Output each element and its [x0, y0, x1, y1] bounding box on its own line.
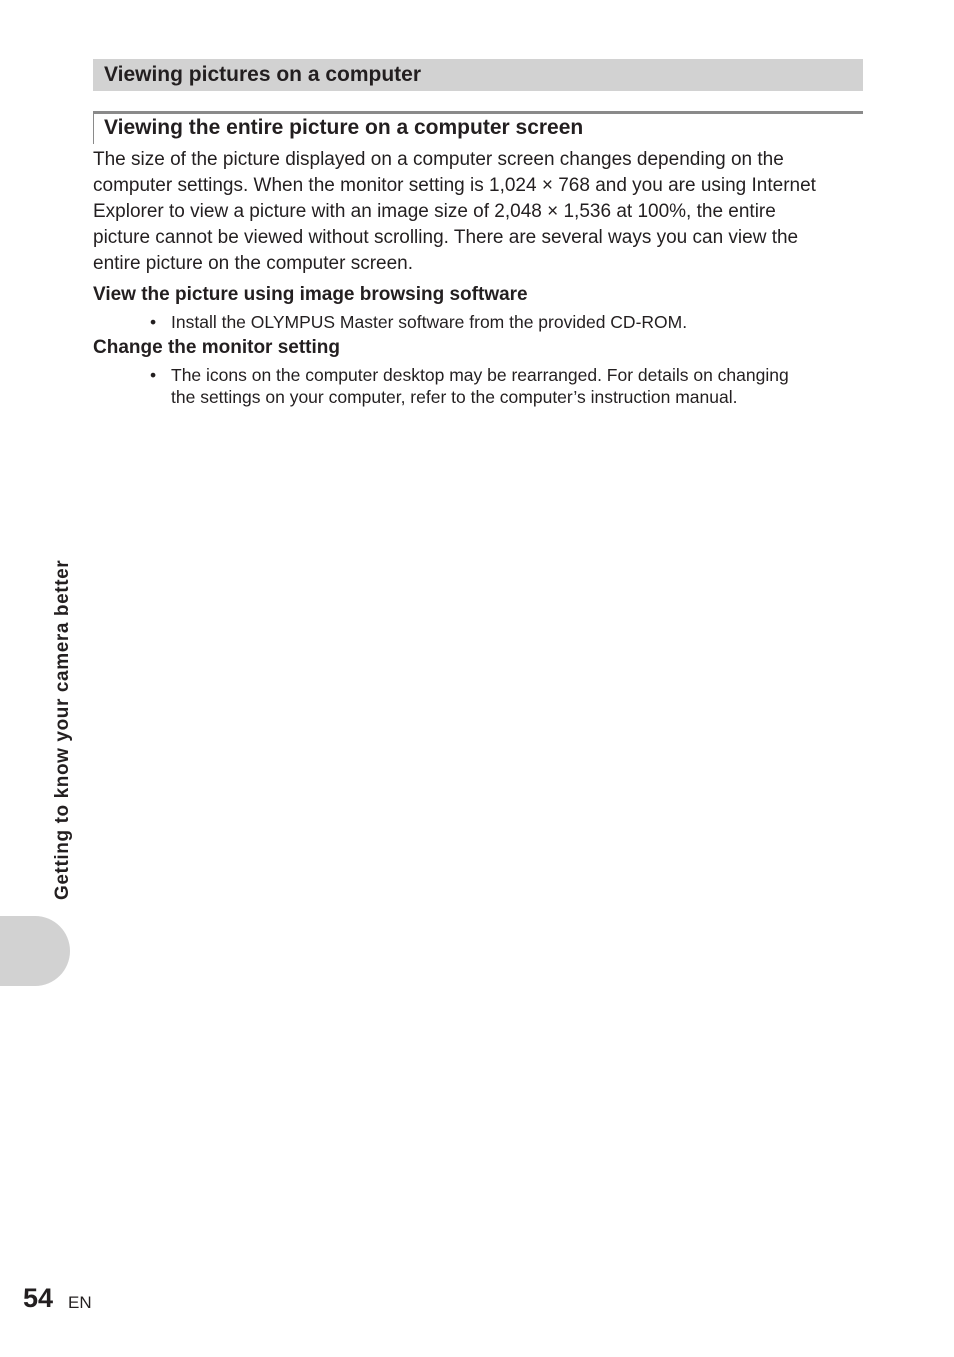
bullet-text: [171, 364, 789, 408]
bullet-line: Install the OLYMPUS Master software from the provided CD-ROM.: [171, 312, 688, 332]
intro-line: Explorer to view a picture with an image size of 2,048 × 1,536 at 100%, the entire: [93, 201, 776, 222]
bullet-line: the settings on your computer, refer to the computer’s instruction manual.: [171, 387, 738, 407]
intro-line: The size of the picture displayed on a computer screen changes depending on the: [93, 149, 784, 170]
bullet-text: [171, 311, 687, 333]
subsection-title: Viewing the entire picture on a computer screen: [104, 116, 584, 139]
subsection-header: [93, 111, 863, 144]
side-tab-label: Getting to know your camera better: [52, 559, 73, 900]
bullet-dot: •: [150, 365, 157, 385]
page-number: 54: [23, 1283, 54, 1313]
page-language: EN: [68, 1293, 92, 1312]
section-title: Viewing pictures on a computer: [104, 63, 422, 86]
bullet-dot: •: [150, 312, 157, 332]
method-title-monitor-setting: Change the monitor setting: [93, 337, 340, 358]
method-title-browsing-software: View the picture using image browsing software: [93, 284, 528, 305]
intro-line: computer settings. When the monitor setting is 1,024 × 768 and you are using Internet: [93, 175, 816, 196]
intro-line: entire picture on the computer screen.: [93, 253, 414, 274]
bullet-line: The icons on the computer desktop may be rearranged. For details on changing: [171, 365, 789, 385]
side-tab-marker: [0, 916, 70, 986]
intro-line: picture cannot be viewed without scrolling. There are several ways you can view the: [93, 227, 799, 248]
section-header-bar: [93, 59, 863, 91]
intro-paragraph: [93, 147, 865, 277]
